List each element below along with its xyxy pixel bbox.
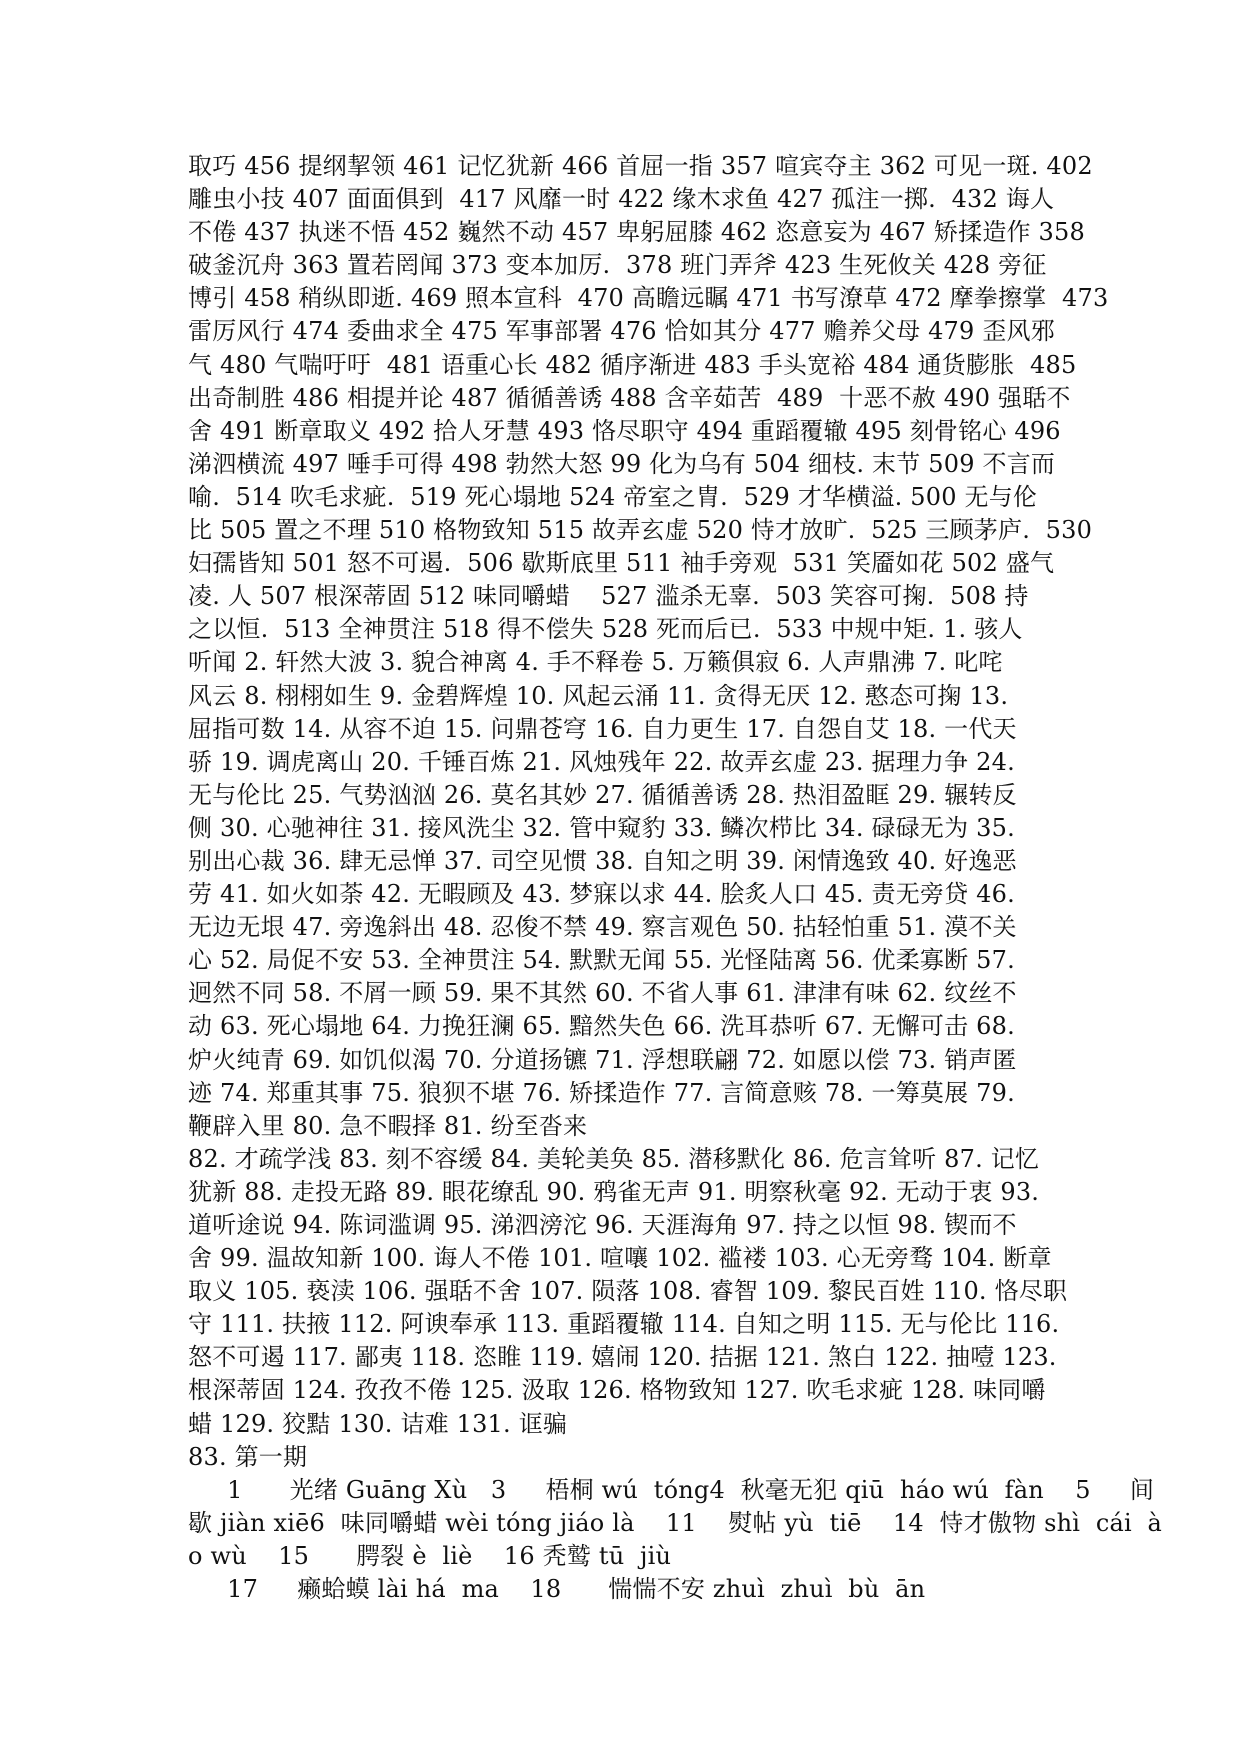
text-line: 迹 74. 郑重其事 75. 狼狈不堪 76. 矫揉造作 77. 言简意赅 78. 一筹莫展 79. (188, 1078, 1015, 1107)
text-line: o wù 15 腭裂 è liè 16 秃鹫 tū jiù (188, 1541, 672, 1570)
text-line: 蜡 129. 狡黠 130. 诘难 131. 诓骗 (188, 1409, 568, 1438)
text-line: 雷厉风行 474 委曲求全 475 军事部署 476 恰如其分 477 赡养父母 479 歪风邪 (188, 317, 1055, 346)
text-line: 劳 41. 如火如荼 42. 无暇顾及 43. 梦寐以求 44. 脍炙人口 45. 责无旁贷 46. (188, 880, 1015, 909)
text-line: 出奇制胜 486 相提并论 487 循循善诱 488 含辛茹苦 489 十恶不赦 490 强聒不 (188, 383, 1071, 412)
text-line: 守 111. 扶掖 112. 阿谀奉承 113. 重蹈覆辙 114. 自知之明 115. 无与伦比 116. (188, 1310, 1060, 1339)
text-line: 怒不可遏 117. 鄙夷 118. 恣睢 119. 嬉闹 120. 拮据 121. 煞白 122. 抽噎 123. (188, 1343, 1057, 1372)
text-line: 涕泗横流 497 唾手可得 498 勃然大怒 99 化为乌有 504 细枝. 末节 509 不言而 (188, 449, 1056, 478)
text-line: 妇孺皆知 501 怒不可遏. 506 歇斯底里 511 袖手旁观 531 笑靥如花 502 盛气 (188, 549, 1055, 578)
text-line: 破釜沉舟 363 置若罔闻 373 变本加厉. 378 班门弄斧 423 生死攸关 428 旁征 (188, 251, 1047, 280)
text-line: 82. 才疏学浅 83. 刻不容缓 84. 美轮美奂 85. 潜移默化 86. 危言耸听 87. 记忆 (188, 1144, 1040, 1173)
text-line: 凌. 人 507 根深蒂固 512 味同嚼蜡 527 滥杀无辜. 503 笑容可掬. 508 持 (188, 582, 1029, 611)
text-line: 炉火纯青 69. 如饥似渴 70. 分道扬镳 71. 浮想联翩 72. 如愿以偿 73. 销声匿 (188, 1045, 1017, 1074)
text-line: 之以恒. 513 全神贯注 518 得不偿失 528 死而后已. 533 中规中矩. 1. 骇人 (188, 615, 1023, 644)
text-line: 取巧 456 提纲挈领 461 记忆犹新 466 首屈一指 357 喧宾夺主 362 可见一斑. 402 (188, 152, 1093, 180)
text-line: 83. 第一期 (188, 1442, 308, 1471)
text-line: 歇 jiàn xiē6 味同嚼蜡 wèi tóng jiáo là 11 熨帖 yù tiē 14 恃才傲物 shì cái à (188, 1508, 1163, 1537)
text-line: 舍 99. 温故知新 100. 诲人不倦 101. 喧嚷 102. 褴褛 103. 心无旁骛 104. 断章 (188, 1244, 1052, 1273)
text-line: 别出心裁 36. 肆无忌惮 37. 司空见惯 38. 自知之明 39. 闲情逸致 40. 好逸恶 (188, 846, 1017, 875)
text-line: 屈指可数 14. 从容不迫 15. 问鼎苍穹 16. 自力更生 17. 自怨自艾 18. 一代天 (188, 714, 1017, 743)
text-line: 鞭辟入里 80. 急不暇择 81. 纷至沓来 (188, 1111, 588, 1140)
text-line: 根深蒂固 124. 孜孜不倦 125. 汲取 126. 格物致知 127. 吹毛求疵 128. 味同嚼 (188, 1376, 1046, 1405)
text-line: 迥然不同 58. 不屑一顾 59. 果不其然 60. 不省人事 61. 津津有味 62. 纹丝不 (188, 979, 1017, 1008)
text-line: 无边无垠 47. 旁逸斜出 48. 忍俊不禁 49. 察言观色 50. 拈轻怕重 51. 漠不关 (188, 913, 1017, 942)
text-line: 不倦 437 执迷不悟 452 巍然不动 457 卑躬屈膝 462 恣意妄为 467 矫揉造作 358 (188, 218, 1085, 247)
text-line: 气 480 气喘吁吁 481 语重心长 482 循序渐进 483 手头宽裕 484 通货膨胀 485 (188, 350, 1077, 379)
text-line: 道听途说 94. 陈词滥调 95. 涕泗滂沱 96. 天涯海角 97. 持之以恒 98. 锲而不 (188, 1211, 1017, 1239)
text-line: 犹新 88. 走投无路 89. 眼花缭乱 90. 鸦雀无声 91. 明察秋毫 92. 无动于衷 93. (188, 1177, 1040, 1206)
text-body (188, 150, 1163, 1606)
text-line: 侧 30. 心驰神往 31. 接风洗尘 32. 管中窥豹 33. 鳞次栉比 34. 碌碌无为 35. (188, 813, 1015, 842)
text-line: 风云 8. 栩栩如生 9. 金碧辉煌 10. 风起云涌 11. 贪得无厌 12. 憨态可掬 13. (188, 681, 1009, 710)
text-line: 喻. 514 吹毛求疵. 519 死心塌地 524 帝室之胄. 529 才华横溢. 500 无与伦 (188, 482, 1038, 511)
text-line: 骄 19. 调虎离山 20. 千锤百炼 21. 风烛残年 22. 故弄玄虚 23. 据理力争 24. (188, 747, 1015, 776)
text-line: 动 63. 死心塌地 64. 力挽狂澜 65. 黯然失色 66. 洗耳恭听 67. 无懈可击 68. (188, 1012, 1015, 1041)
text-line: 17 癞蛤蟆 lài há ma 18 惴惴不安 zhuì zhuì bù ān (188, 1575, 926, 1604)
text-line: 取义 105. 亵渎 106. 强聒不舍 107. 陨落 108. 睿智 109. 黎民百姓 110. 恪尽职 (188, 1277, 1068, 1306)
text-line: 听闻 2. 轩然大波 3. 貌合神离 4. 手不释卷 5. 万籁俱寂 6. 人声鼎沸 7. 叱咤 (188, 648, 1003, 677)
text-line: 心 52. 局促不安 53. 全神贯注 54. 默默无闻 55. 光怪陆离 56. 优柔寡断 57. (188, 946, 1015, 975)
text-line: 舍 491 断章取义 492 拾人牙慧 493 恪尽职守 494 重蹈覆辙 495 刻骨铭心 496 (188, 416, 1061, 445)
text-line: 1 光绪 Guāng Xù 3 梧桐 wú tóng4 秋毫无犯 qiū háo wú fàn 5 间 (188, 1475, 1155, 1504)
text-line: 雕虫小技 407 面面俱到 417 风靡一时 422 缘木求鱼 427 孤注一掷. 432 诲人 (188, 185, 1055, 214)
text-line: 无与伦比 25. 气势汹汹 26. 莫名其妙 27. 循循善诱 28. 热泪盈眶 29. 辗转反 (188, 780, 1017, 809)
text-line: 博引 458 稍纵即逝. 469 照本宣科 470 高瞻远瞩 471 书写潦草 472 摩拳擦掌 473 (188, 284, 1109, 313)
text-line: 比 505 置之不理 510 格物致知 515 故弄玄虚 520 恃才放旷. 525 三顾茅庐. 530 (188, 516, 1093, 545)
